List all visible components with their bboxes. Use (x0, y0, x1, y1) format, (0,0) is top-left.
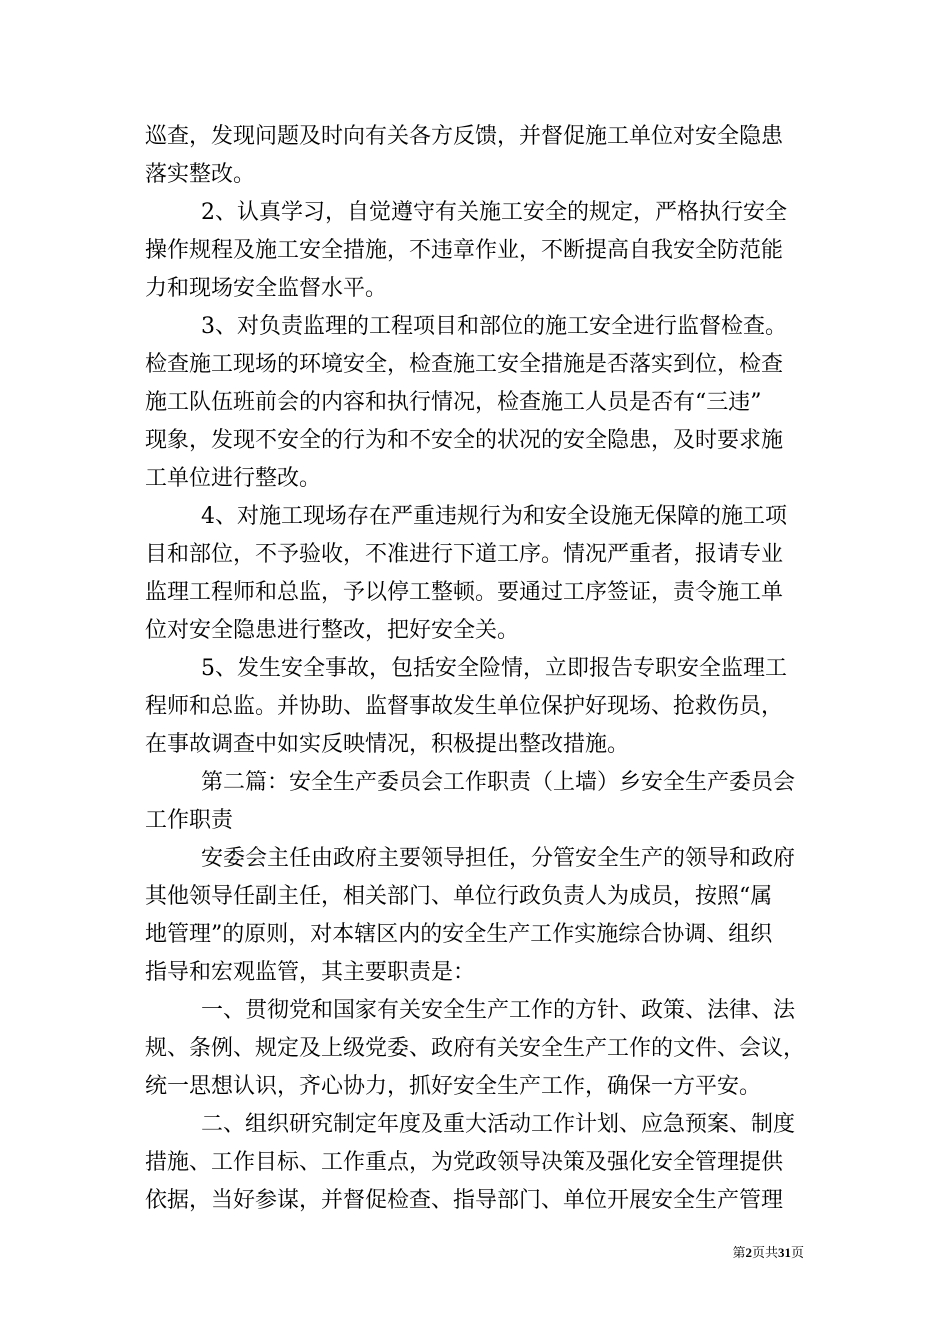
total-pages-number: 31 (777, 1245, 791, 1260)
text-line: 现象，发现不安全的行为和不安全的状况的安全隐患，及时要求施 (145, 428, 784, 453)
text-line: 在事故调查中如实反映情况，积极提出整改措施。 (145, 732, 630, 757)
text-line: 统一思想认识，齐心协力，抓好安全生产工作，确保一方平安。 (145, 1074, 762, 1099)
text-line: 安委会主任由政府主要领导担任，分管安全生产的领导和政府 (201, 846, 796, 871)
current-page-number: 2 (745, 1245, 752, 1260)
text-line: 一、贯彻党和国家有关安全生产工作的方针、政策、法律、法 (201, 998, 796, 1023)
text-line: 施工队伍班前会的内容和执行情况，检查施工人员是否有“三违” (145, 390, 762, 415)
text-line: 措施、工作目标、工作重点，为党政领导决策及强化安全管理提供 (145, 1150, 784, 1175)
text-line: 地管理”的原则，对本辖区内的安全生产工作实施综合协调、组织 (145, 922, 773, 947)
text-line: 依据，当好参谋，并督促检查、指导部门、单位开展安全生产管理 (145, 1188, 784, 1213)
text-line: 位对安全隐患进行整改，把好安全关。 (145, 618, 520, 643)
text-line: 监理工程师和总监，予以停工整顿。要通过工序签证，责令施工单 (145, 580, 784, 605)
footer-middle: 页共 (751, 1245, 778, 1260)
text-line: 5、发生安全事故，包括安全险情，立即报告专职安全监理工 (201, 656, 787, 681)
text-line: 3、对负责监理的工程项目和部位的施工安全进行监督检查。 (201, 314, 787, 339)
page-footer (732, 1242, 804, 1261)
text-line: 规、条例、规定及上级党委、政府有关安全生产工作的文件、会议， (145, 1036, 806, 1061)
text-line: 巡查，发现问题及时向有关各方反馈，并督促施工单位对安全隐患 (145, 124, 784, 149)
text-line: 其他领导任副主任，相关部门、单位行政负责人为成员，按照“属 (145, 884, 773, 909)
text-line: 程师和总监。并协助、监督事故发生单位保护好现场、抢救伤员， (145, 694, 784, 719)
text-line: 工单位进行整改。 (145, 466, 322, 491)
footer-suffix: 页 (790, 1245, 804, 1260)
text-line: 4、对施工现场存在严重违规行为和安全设施无保障的施工项 (201, 504, 787, 529)
text-line: 2、认真学习，自觉遵守有关施工安全的规定，严格执行安全 (201, 200, 787, 225)
text-line: 二、组织研究制定年度及重大活动工作计划、应急预案、制度 (201, 1112, 796, 1137)
text-line: 力和现场安全监督水平。 (145, 276, 388, 301)
document-body (145, 118, 815, 1220)
footer-prefix: 第 (732, 1245, 746, 1260)
text-line: 指导和宏观监管，其主要职责是： (145, 960, 476, 985)
text-line: 落实整改。 (145, 162, 256, 187)
section-heading: 工作职责 (145, 808, 234, 833)
section-heading: 第二篇：安全生产委员会工作职责（上墙）乡安全生产委员会 (201, 770, 796, 795)
text-line: 目和部位，不予验收，不准进行下道工序。情况严重者，报请专业 (145, 542, 784, 567)
text-line: 检查施工现场的环境安全，检查施工安全措施是否落实到位，检查 (145, 352, 784, 377)
text-line: 操作规程及施工安全措施，不违章作业，不断提高自我安全防范能 (145, 238, 784, 263)
